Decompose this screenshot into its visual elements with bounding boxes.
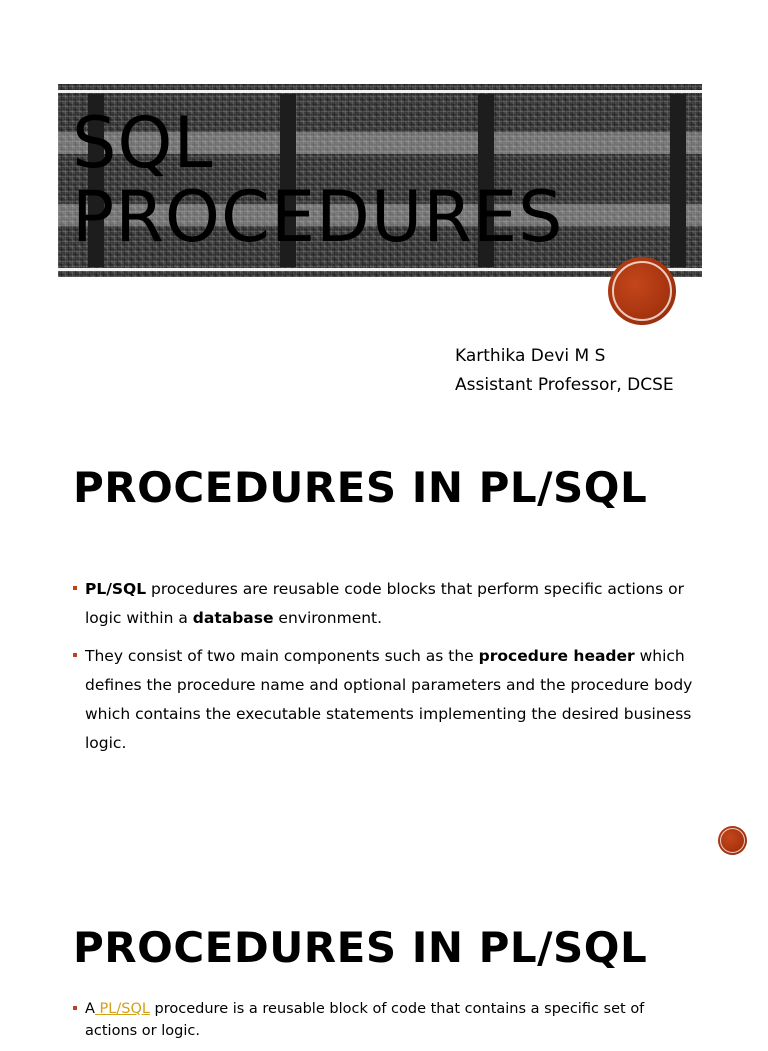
banner-bottom-rule [58, 268, 702, 271]
banner-stripe [670, 94, 686, 267]
banner-top-rule [58, 90, 702, 93]
bullet-text: A [85, 1001, 95, 1017]
bullet-text: procedure is a reusable block of code that contains a specific set of actions or logic. [85, 1001, 645, 1039]
bullet-text: procedures are reusable code blocks that perform specific actions or logic within a [85, 580, 684, 627]
bold-term: procedure header [478, 647, 635, 665]
slide-heading: PROCEDURES IN PL/SQL [73, 923, 648, 972]
bullet-item [73, 998, 693, 1042]
deck-title [72, 102, 564, 258]
orange-circle-ornament-icon [608, 257, 676, 325]
bold-term: database [192, 609, 274, 627]
orange-circle-ornament-icon [718, 826, 747, 855]
deck-title-line2: PROCEDURES [72, 176, 564, 258]
bullet-text: They consist of two main components such as the [85, 647, 479, 665]
bullet-square-icon [73, 653, 77, 657]
plsql-link[interactable]: PL/SQL [94, 1001, 150, 1017]
author-name: Karthika Devi M S [455, 346, 606, 366]
bullet-text: environment. [273, 609, 383, 627]
bullet-item [73, 575, 693, 633]
bullet-list [73, 998, 693, 1051]
author-block [455, 342, 674, 400]
bullet-item [73, 642, 693, 758]
bullet-text: which defines the procedure name and optional parameters and the procedure body which contains the executable statements implementing the desired business logic. [85, 647, 693, 752]
slide-heading: PROCEDURES IN PL/SQL [73, 463, 648, 512]
bullet-square-icon [73, 586, 77, 590]
bullet-square-icon [73, 1006, 77, 1010]
bullet-list [73, 575, 693, 767]
author-role: Assistant Professor, DCSE [455, 375, 674, 395]
bold-term: PL/SQL [85, 580, 147, 598]
deck-title-line1: SQL [72, 102, 214, 184]
